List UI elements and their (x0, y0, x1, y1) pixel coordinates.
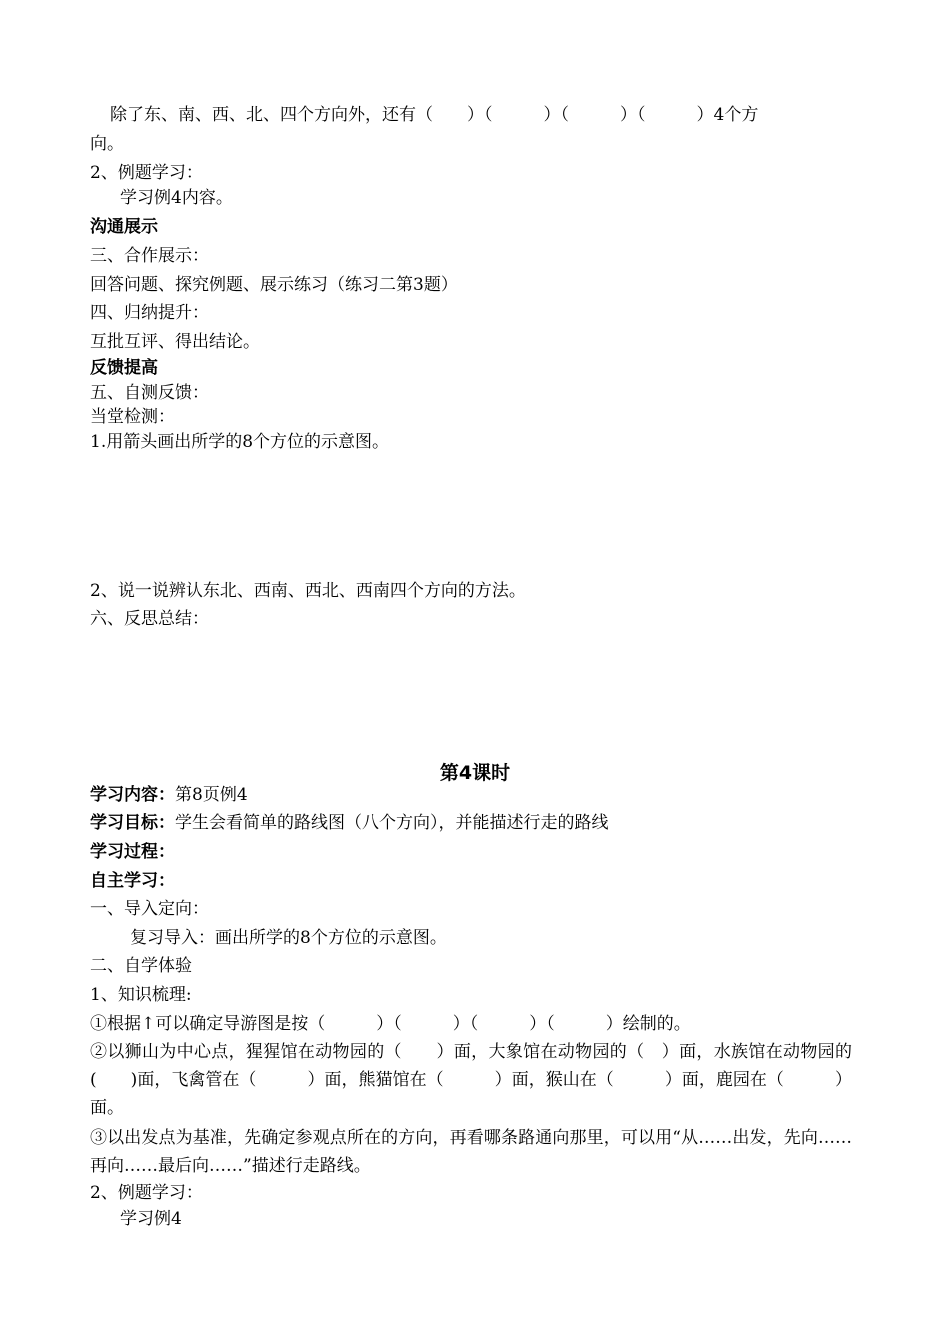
knowledge-heading: 1、知识梳理: (90, 985, 192, 1005)
content-row (90, 784, 248, 806)
intro-content: 复习导入：画出所学的8个方位的示意图。 (130, 928, 447, 948)
knowledge-item-2: ②以狮山为中心点，猩猩馆在动物园的（ ）面，大象馆在动物园的（ ）面，水族馆在动物园的( )面，飞禽管在（ ）面，熊猫馆在（ ）面，猴山在（ ）面，鹿园在（ ）面。 (90, 1042, 852, 1118)
directions-question-line2: 向。 (90, 134, 124, 154)
selftest-heading: 五、自测反馈： (90, 383, 209, 403)
coop-heading: 三、合作展示： (90, 246, 209, 266)
directions-question-line1: 除了东、南、西、北、四个方向外，还有（ ）（ ）（ ）（ ）4个方 (110, 105, 759, 125)
knowledge-item-3: ③以出发点为基准，先确定参观点所在的方向，再看哪条路通向那里，可以用“从……出发，先向……再向……最后向……”描述行走路线。 (90, 1128, 852, 1176)
self-study-label: 自主学习： (90, 871, 175, 891)
summary-heading: 四、归纳提升： (90, 303, 209, 323)
experience-heading: 二、自学体验 (90, 956, 192, 976)
content-value: 第8页例4 (175, 785, 248, 805)
lesson-example-heading: 2、例题学习： (90, 1183, 203, 1203)
content-label: 学习内容： (90, 785, 175, 805)
task-1: 1.用箭头画出所学的8个方位的示意图。 (90, 432, 390, 452)
goal-value: 学生会看简单的路线图（八个方向），并能描述行走的路线 (175, 813, 609, 833)
intro-heading: 一、导入定向： (90, 899, 209, 919)
coop-content: 回答问题、探究例题、展示练习（练习二第3题） (90, 275, 458, 295)
process-label: 学习过程： (90, 842, 175, 862)
goal-row (90, 812, 609, 834)
goal-label: 学习目标： (90, 813, 175, 833)
knowledge-item-1: ①根据↑可以确定导游图是按（ ）（ ）（ ）（ ）绘制的。 (90, 1014, 691, 1034)
reflect-heading: 六、反思总结： (90, 609, 209, 629)
classcheck-heading: 当堂检测： (90, 407, 175, 427)
communicate-heading: 沟通展示 (90, 217, 158, 237)
example-heading: 2、例题学习： (90, 163, 203, 183)
task-2: 2、说一说辨认东北、西南、西北、西南四个方向的方法。 (90, 581, 526, 601)
lesson-example-content: 学习例4 (120, 1209, 182, 1229)
feedback-heading: 反馈提高 (90, 358, 158, 378)
lesson-title: 第4课时 (439, 762, 511, 784)
summary-content: 互批互评、得出结论。 (90, 332, 260, 352)
example-content: 学习例4内容。 (120, 188, 233, 208)
